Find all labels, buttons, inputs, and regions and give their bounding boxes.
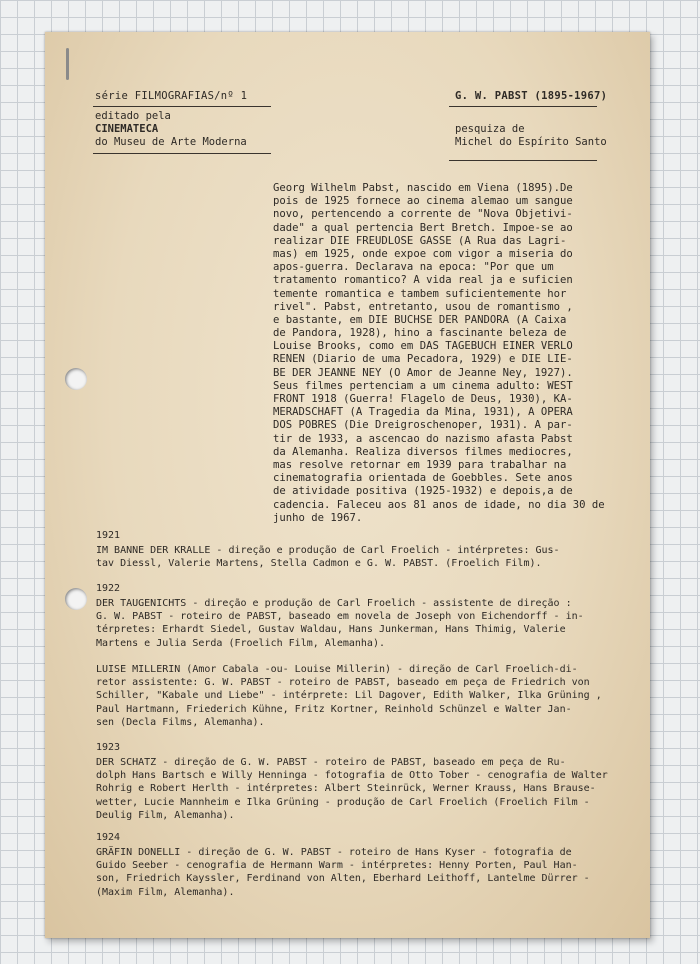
- punch-hole: [65, 368, 87, 390]
- publisher-block: [95, 110, 247, 149]
- text-line: LUISE MILLERIN (Amor Cabala -ou- Louise Millerin) - direção de Carl Froelich-di-: [96, 663, 578, 675]
- film-entry: [96, 756, 636, 822]
- text-line: retor assistente: G. W. PABST - roteiro de PABST, baseado em peça de Friedrich von: [96, 677, 590, 689]
- text-line: sen (Decla Films, Alemanha).: [96, 716, 265, 728]
- publisher-line: editado pela: [95, 110, 171, 122]
- text-line: Guido Seeber - cenografia de Hermann Warm - intérpretes: Henny Porten, Paul Han-: [96, 860, 578, 872]
- punch-hole: [65, 588, 87, 610]
- year-heading: 1922: [96, 583, 121, 594]
- text-line: realizar DIE FREUDLOSE GASSE (A Rua das Lagri-: [273, 234, 567, 247]
- text-line: son, Friedrich Kayssler, Ferdinand von Alten, Eberhard Leithoff, Lantelme Dürrer -: [96, 873, 590, 885]
- text-line: tratamento romantico? A vida real ja e suficien: [273, 274, 573, 287]
- text-line: de atividade positiva (1925-1932) e depois,a de: [273, 485, 573, 498]
- text-line: dolph Hans Bartsch e Willy Henninga - fotografia de Otto Tober - cenografia de Walter: [96, 770, 608, 782]
- text-line: novo, pertencendo a corrente de "Nova Objetivi-: [273, 208, 573, 221]
- text-line: de Pandora, 1928), hino a fascinante beleza de: [273, 327, 567, 340]
- text-line: wetter, Lucie Mannheim e Ilka Grüning - produção de Carl Froelich (Froelich Film -: [96, 796, 590, 808]
- text-line: Georg Wilhelm Pabst, nascido em Viena (1895).De: [273, 182, 573, 194]
- publisher-line: do Museu de Arte Moderna: [95, 136, 247, 148]
- film-entry: [96, 544, 636, 570]
- staple: [66, 48, 69, 80]
- researcher-name: Michel do Espírito Santo: [455, 136, 607, 148]
- text-line: Seus filmes pertenciam a um cinema adulto: WEST: [273, 379, 573, 392]
- text-line: G. W. PABST - roteiro de PABST, baseado em novela de Joseph von Eichendorff - in-: [96, 611, 584, 623]
- divider: [93, 153, 271, 154]
- text-line: Louise Brooks, como em DAS TAGEBUCH EINER VERLO: [273, 340, 573, 353]
- film-entry: [96, 846, 636, 899]
- text-line: temente romantica e tambem suficientemente hor: [273, 287, 567, 300]
- text-line: mas resolve retornar em 1939 para trabalhar na: [273, 458, 567, 471]
- text-line: apos-guerra. Declarava na epoca: "Por que um: [273, 261, 554, 274]
- text-line: dade" a qual pertencia Bert Bretch. Impoe-se ao: [273, 221, 573, 234]
- document-page: [45, 32, 650, 938]
- text-line: RENEN (Diario de uma Pecadora, 1929) e DIE LIE-: [273, 353, 573, 366]
- text-line: Paul Hartmann, Friederich Kühne, Fritz Kortner, Reinhold Schünzel e Walter Jan-: [96, 703, 572, 715]
- year-heading: 1924: [96, 832, 121, 843]
- research-line: pesquiza de: [455, 123, 525, 135]
- text-line: [96, 650, 636, 663]
- text-line: da Alemanha. Realiza diversos filmes mediocres,: [273, 445, 573, 458]
- text-line: tir de 1933, a ascencao do nazismo afasta Pabst: [273, 432, 573, 445]
- text-line: BE DER JEANNE NEY (O Amor de Jeanne Ney, 1927).: [273, 366, 573, 379]
- text-line: GRÄFIN DONELLI - direção de G. W. PABST - roteiro de Hans Kyser - fotografia de: [96, 847, 572, 858]
- text-line: pois de 1925 fornece ao cinema alemao um sangue: [273, 195, 573, 208]
- publisher-name: CINEMATECA: [95, 123, 159, 135]
- text-line: junho de 1967.: [273, 511, 363, 524]
- text-line: Deulig Film, Alemanha).: [96, 809, 235, 821]
- text-line: DOS POBRES (Die Dreigroschenoper, 1931). A par-: [273, 419, 573, 432]
- film-entry: [96, 597, 636, 729]
- text-line: Rohrig e Robert Herlth - intérpretes: Albert Steinrück, Werner Krauss, Hans Brause-: [96, 783, 596, 795]
- text-line: Schiller, "Kabale und Liebe" - intérprete: Lil Dagover, Edith Walker, Ilka Grüning ,: [96, 690, 602, 702]
- text-line: DER TAUGENICHTS - direção e produção de Carl Froelich - assistente de direção :: [96, 598, 572, 609]
- year-heading: 1923: [96, 742, 121, 753]
- divider: [449, 160, 597, 161]
- text-line: térpretes: Erhardt Siedel, Gustav Waldau, Hans Junkerman, Hans Thimig, Valerie: [96, 624, 566, 636]
- text-line: Martens e Julia Serda (Froelich Film, Alemanha).: [96, 637, 385, 649]
- text-line: tav Diessl, Valerie Martens, Stella Cadmon e G. W. PABST. (Froelich Film).: [96, 558, 542, 570]
- year-heading: 1921: [96, 530, 121, 541]
- text-line: cadencia. Faleceu aos 81 anos de idade, no dia 30 de: [273, 498, 605, 511]
- text-line: e bastante, em DIE BUCHSE DER PANDORA (A Caixa: [273, 313, 567, 326]
- text-line: DER SCHATZ - direção de G. W. PABST - roteiro de PABST, baseado em peça de Ru-: [96, 757, 566, 768]
- text-line: (Maxim Film, Alemanha).: [96, 886, 235, 898]
- divider: [449, 106, 597, 107]
- series-label: série FILMOGRAFIAS/nº 1: [95, 90, 248, 102]
- biography-paragraph: [273, 182, 633, 525]
- text-line: FRONT 1918 (Guerra! Flagelo de Deus, 1930), KA-: [273, 393, 573, 405]
- divider: [93, 106, 271, 107]
- text-line: MERADSCHAFT (A Tragedia da Mina, 1931), A OPERA: [273, 406, 573, 419]
- text-line: rivel". Pabst, entretanto, usou de romantismo ,: [273, 300, 573, 313]
- text-line: mas) em 1925, onde expoe com vigor a miseria do: [273, 247, 573, 260]
- text-line: cinematografia orientada de Goebbles. Sete anos: [273, 472, 573, 485]
- text-line: IM BANNE DER KRALLE - direção e produção de Carl Froelich - intérpretes: Gus-: [96, 545, 560, 556]
- document-title: G. W. PABST (1895-1967): [455, 90, 608, 102]
- research-block: [455, 123, 607, 149]
